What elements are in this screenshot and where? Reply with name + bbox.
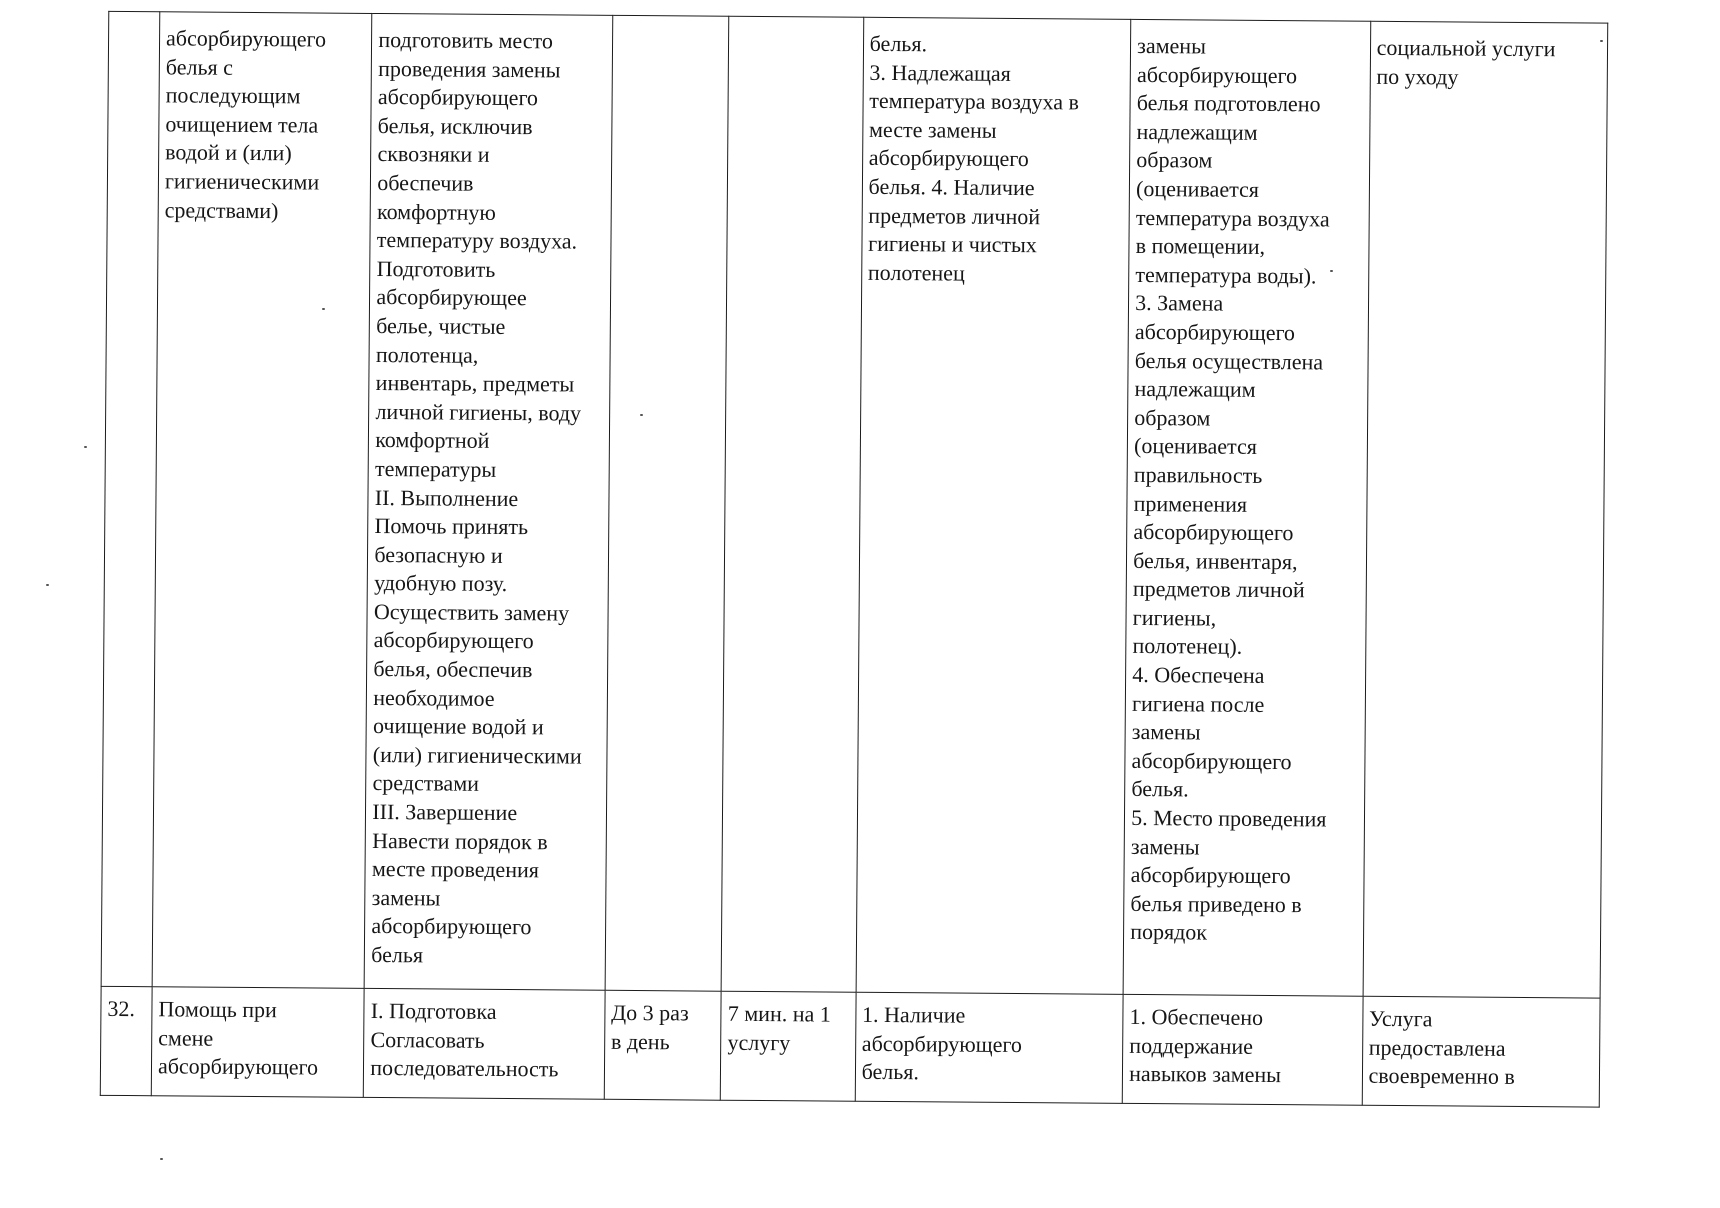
cell-frequency: До 3 раз в день [604,990,721,1100]
cell-duration [721,16,863,992]
table-row [101,11,1608,998]
cell-number: 32. [100,986,152,1095]
scan-speck [1330,270,1333,272]
scan-speck [322,308,325,310]
cell-result: социальной услуги по уходу [1363,21,1608,998]
scan-speck [160,1158,163,1160]
scan-speck [640,414,643,416]
cell-duration: 7 мин. на 1 услугу [721,991,856,1101]
cell-quality-indicators: 1. Обеспечено поддержание навыков замены [1122,994,1362,1105]
cell-quality-indicators: замены абсорбирующего белья подготовлено надлежащим образом (оценивается температура воздуха в помещении, температура воды). 3. Замена абсорбирующего белья осуществлена надлежащим образом (оценивается правильность применения абсорбирующего белья, инвентаря, предметов личной гигиены, полотенец). 4. Обеспечена гигиена после замены абсорбирующего белья. 5. Место проведения замены абсорбирующего белья приведено в порядок [1123,19,1370,996]
cell-conditions: белья. 3. Надлежащая температура воздуха в месте замены абсорбирующего белья. 4. Наличие предметов личной гигиены и чистых полотенец [856,17,1131,994]
cell-frequency [605,15,729,991]
cell-conditions: 1. Наличие абсорбирующего белья. [855,992,1123,1103]
table-row [100,986,1600,1107]
cell-service-name: Помощь при смене абсорбирующего [151,987,364,1098]
cell-procedure: I. Подготовка Согласовать последовательность [364,988,605,1099]
cell-service-name: абсорбирующего белья с последующим очищением тела водой и (или) гигиеническими средствами) [152,12,372,989]
scan-speck [1600,40,1603,42]
scan-speck [84,446,87,448]
cell-result: Услуга предоставлена своевременно в [1362,996,1600,1107]
scan-speck [46,584,49,586]
services-table [100,11,1608,1108]
cell-procedure: подготовить место проведения замены абсорбирующего белья, исключив сквозняки и обеспечив комфортную температуру воздуха. Подготовить абсорбирующее белье, чистые полотенца, инвентарь, предметы личной гигиены, воду комфортной температуры II. Выполнение Помочь принять безопасную и удобную позу. Осуществить замену абсорбирующего белья, обеспечив необходимое очищение водой и (или) гигиеническими средствами III. Завершение Навести порядок в месте проведения замены абсорбирующего белья [364,13,612,990]
cell-number [101,11,160,986]
